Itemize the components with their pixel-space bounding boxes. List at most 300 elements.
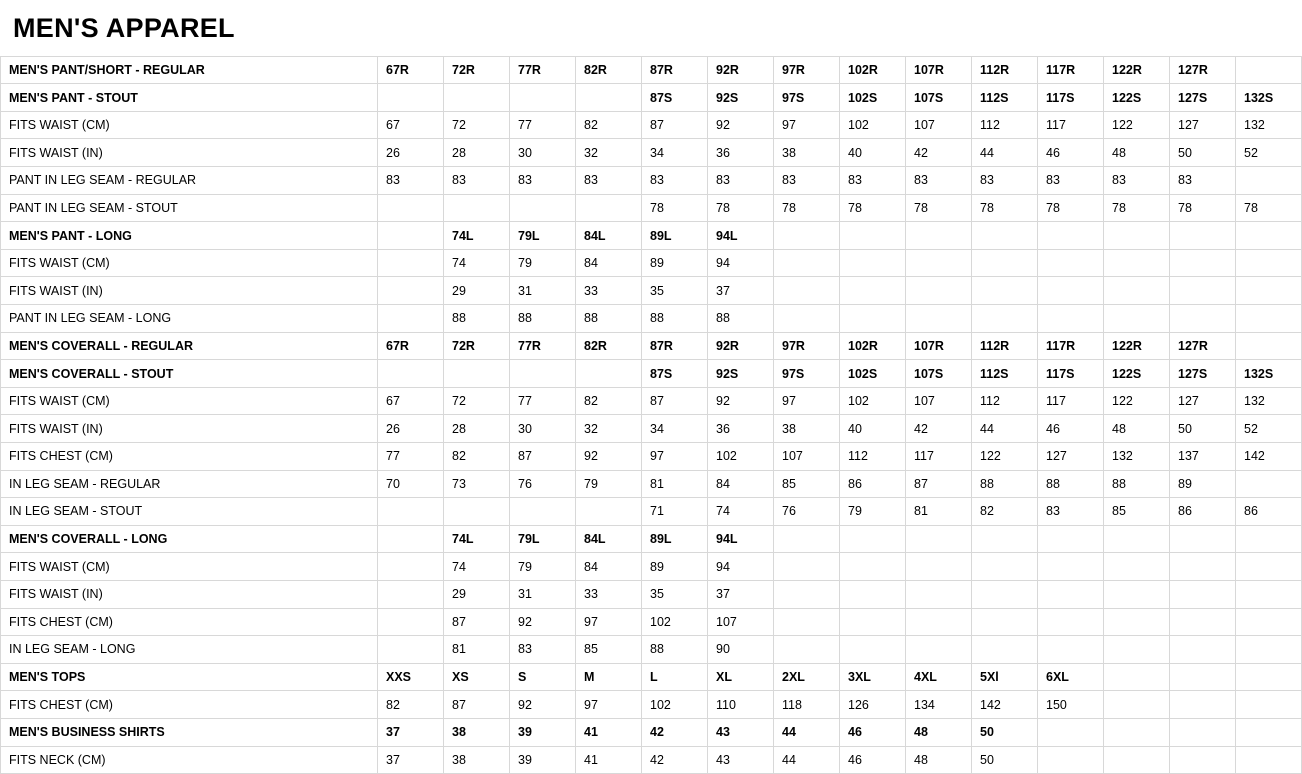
row-value: 122 bbox=[972, 443, 1038, 471]
row-value: 83 bbox=[972, 167, 1038, 195]
row-value bbox=[1170, 222, 1236, 250]
row-value: 97S bbox=[774, 360, 840, 388]
row-value: 107 bbox=[906, 387, 972, 415]
row-label: PANT IN LEG SEAM - LONG bbox=[1, 305, 378, 333]
row-value bbox=[378, 636, 444, 664]
row-value: 92 bbox=[510, 608, 576, 636]
table-row bbox=[1, 746, 1302, 774]
row-value: 142 bbox=[972, 691, 1038, 719]
row-value bbox=[510, 194, 576, 222]
row-value: 83 bbox=[510, 636, 576, 664]
table-row bbox=[1, 525, 1302, 553]
row-value bbox=[840, 525, 906, 553]
row-value bbox=[1104, 277, 1170, 305]
row-value: 77R bbox=[510, 56, 576, 84]
row-value: 33 bbox=[576, 580, 642, 608]
row-label: FITS WAIST (CM) bbox=[1, 249, 378, 277]
row-value: 127 bbox=[1170, 111, 1236, 139]
row-value: M bbox=[576, 663, 642, 691]
row-value: 38 bbox=[774, 139, 840, 167]
row-value: 83 bbox=[642, 167, 708, 195]
row-value bbox=[906, 277, 972, 305]
row-value bbox=[840, 553, 906, 581]
row-value bbox=[972, 580, 1038, 608]
row-value: 102R bbox=[840, 332, 906, 360]
row-value: 37 bbox=[708, 580, 774, 608]
size-chart-table bbox=[0, 56, 1302, 774]
row-value bbox=[1038, 305, 1104, 333]
row-value: 86 bbox=[840, 470, 906, 498]
row-value: 48 bbox=[906, 718, 972, 746]
row-value: 43 bbox=[708, 718, 774, 746]
row-value bbox=[1236, 746, 1302, 774]
table-row bbox=[1, 167, 1302, 195]
row-value: 112S bbox=[972, 360, 1038, 388]
row-value: 78 bbox=[1236, 194, 1302, 222]
row-label: FITS WAIST (CM) bbox=[1, 111, 378, 139]
row-value: 78 bbox=[1170, 194, 1236, 222]
row-value bbox=[774, 580, 840, 608]
row-value bbox=[378, 194, 444, 222]
row-value: 29 bbox=[444, 277, 510, 305]
row-value: 90 bbox=[708, 636, 774, 664]
row-value bbox=[1170, 663, 1236, 691]
row-value: 76 bbox=[510, 470, 576, 498]
row-value: 117 bbox=[1038, 387, 1104, 415]
row-value: 34 bbox=[642, 139, 708, 167]
table-row bbox=[1, 691, 1302, 719]
row-value: 89L bbox=[642, 222, 708, 250]
row-value bbox=[1236, 249, 1302, 277]
row-value bbox=[1104, 636, 1170, 664]
row-value: 107R bbox=[906, 332, 972, 360]
row-value: 88 bbox=[642, 305, 708, 333]
row-value bbox=[972, 525, 1038, 553]
row-value: 107 bbox=[708, 608, 774, 636]
row-value: 32 bbox=[576, 415, 642, 443]
row-value bbox=[774, 305, 840, 333]
row-value: 84 bbox=[708, 470, 774, 498]
row-value bbox=[378, 608, 444, 636]
row-value: 78 bbox=[906, 194, 972, 222]
row-value: 44 bbox=[972, 139, 1038, 167]
row-value: 77R bbox=[510, 332, 576, 360]
row-value bbox=[378, 553, 444, 581]
table-row bbox=[1, 580, 1302, 608]
row-value: XS bbox=[444, 663, 510, 691]
row-value: 132 bbox=[1104, 443, 1170, 471]
row-value: 6XL bbox=[1038, 663, 1104, 691]
row-value: 132S bbox=[1236, 84, 1302, 112]
row-value bbox=[1236, 305, 1302, 333]
row-value: 150 bbox=[1038, 691, 1104, 719]
row-value: 132 bbox=[1236, 111, 1302, 139]
row-value: 102 bbox=[642, 691, 708, 719]
row-value: 82 bbox=[378, 691, 444, 719]
row-value bbox=[1038, 580, 1104, 608]
row-value bbox=[378, 305, 444, 333]
row-label: IN LEG SEAM - REGULAR bbox=[1, 470, 378, 498]
table-row bbox=[1, 387, 1302, 415]
row-value bbox=[840, 608, 906, 636]
row-value: 81 bbox=[642, 470, 708, 498]
row-value: 97R bbox=[774, 332, 840, 360]
row-value bbox=[1236, 663, 1302, 691]
row-value: 127R bbox=[1170, 332, 1236, 360]
row-value: 35 bbox=[642, 277, 708, 305]
table-row bbox=[1, 553, 1302, 581]
row-value: 38 bbox=[444, 746, 510, 774]
row-value: 83 bbox=[444, 167, 510, 195]
row-value: 2XL bbox=[774, 663, 840, 691]
row-value bbox=[1236, 553, 1302, 581]
row-value: 50 bbox=[1170, 415, 1236, 443]
row-value bbox=[906, 580, 972, 608]
row-value: 34 bbox=[642, 415, 708, 443]
row-value: 79 bbox=[510, 249, 576, 277]
row-value: 4XL bbox=[906, 663, 972, 691]
row-value bbox=[1038, 746, 1104, 774]
row-value: 36 bbox=[708, 415, 774, 443]
row-value: 88 bbox=[708, 305, 774, 333]
row-value: 117S bbox=[1038, 84, 1104, 112]
row-value: 72R bbox=[444, 332, 510, 360]
row-value bbox=[1170, 718, 1236, 746]
row-value: 78 bbox=[642, 194, 708, 222]
row-value: 88 bbox=[642, 636, 708, 664]
row-value bbox=[378, 222, 444, 250]
row-value bbox=[972, 277, 1038, 305]
row-value bbox=[444, 360, 510, 388]
row-value bbox=[510, 360, 576, 388]
row-value bbox=[1104, 580, 1170, 608]
row-value: 82 bbox=[576, 387, 642, 415]
row-value bbox=[972, 636, 1038, 664]
row-value: 102 bbox=[708, 443, 774, 471]
table-row bbox=[1, 111, 1302, 139]
row-value: 117S bbox=[1038, 360, 1104, 388]
row-value: 30 bbox=[510, 139, 576, 167]
table-row bbox=[1, 56, 1302, 84]
row-value bbox=[1170, 636, 1236, 664]
row-value bbox=[774, 222, 840, 250]
row-value: 86 bbox=[1170, 498, 1236, 526]
row-label: FITS WAIST (CM) bbox=[1, 387, 378, 415]
row-value bbox=[1038, 277, 1104, 305]
row-value bbox=[444, 498, 510, 526]
row-value bbox=[840, 277, 906, 305]
table-row bbox=[1, 498, 1302, 526]
row-value: 67 bbox=[378, 387, 444, 415]
row-value: 81 bbox=[444, 636, 510, 664]
row-value: 44 bbox=[774, 718, 840, 746]
row-value bbox=[1170, 249, 1236, 277]
row-value bbox=[774, 636, 840, 664]
table-row bbox=[1, 305, 1302, 333]
row-value bbox=[840, 305, 906, 333]
row-value bbox=[774, 249, 840, 277]
row-value: 102S bbox=[840, 360, 906, 388]
row-value: 112 bbox=[972, 111, 1038, 139]
row-value: 37 bbox=[708, 277, 774, 305]
row-value: 79L bbox=[510, 525, 576, 553]
row-value bbox=[972, 553, 1038, 581]
row-value: 83 bbox=[1170, 167, 1236, 195]
row-value: 107R bbox=[906, 56, 972, 84]
row-value: 87 bbox=[642, 387, 708, 415]
row-value: 88 bbox=[972, 470, 1038, 498]
table-row bbox=[1, 663, 1302, 691]
row-value: 87 bbox=[510, 443, 576, 471]
row-value: 46 bbox=[840, 718, 906, 746]
row-value: 83 bbox=[840, 167, 906, 195]
row-value bbox=[1104, 608, 1170, 636]
row-value: 38 bbox=[444, 718, 510, 746]
row-value: 74L bbox=[444, 222, 510, 250]
row-label: FITS WAIST (IN) bbox=[1, 277, 378, 305]
row-value: 26 bbox=[378, 415, 444, 443]
row-value: 5Xl bbox=[972, 663, 1038, 691]
table-row bbox=[1, 608, 1302, 636]
row-value: 122R bbox=[1104, 56, 1170, 84]
row-value: 117R bbox=[1038, 56, 1104, 84]
row-value: 107S bbox=[906, 84, 972, 112]
table-row bbox=[1, 84, 1302, 112]
row-value: 94 bbox=[708, 249, 774, 277]
row-value bbox=[1038, 553, 1104, 581]
row-value: 30 bbox=[510, 415, 576, 443]
row-value bbox=[378, 84, 444, 112]
row-value: 35 bbox=[642, 580, 708, 608]
row-value: 83 bbox=[378, 167, 444, 195]
row-value: 85 bbox=[576, 636, 642, 664]
row-value bbox=[378, 525, 444, 553]
row-value: 26 bbox=[378, 139, 444, 167]
row-label: PANT IN LEG SEAM - REGULAR bbox=[1, 167, 378, 195]
row-value: 89 bbox=[642, 553, 708, 581]
row-value: 50 bbox=[972, 746, 1038, 774]
row-value: 77 bbox=[510, 111, 576, 139]
row-label: FITS WAIST (IN) bbox=[1, 580, 378, 608]
row-value bbox=[1236, 636, 1302, 664]
row-value: 88 bbox=[1104, 470, 1170, 498]
row-value: 110 bbox=[708, 691, 774, 719]
row-value bbox=[906, 636, 972, 664]
row-value: 102 bbox=[840, 387, 906, 415]
row-value: 88 bbox=[444, 305, 510, 333]
row-value bbox=[576, 194, 642, 222]
row-value: 97 bbox=[774, 387, 840, 415]
size-chart-body bbox=[1, 56, 1302, 773]
table-row bbox=[1, 360, 1302, 388]
row-value: 88 bbox=[510, 305, 576, 333]
row-value: 3XL bbox=[840, 663, 906, 691]
row-value: 83 bbox=[708, 167, 774, 195]
row-value: 118 bbox=[774, 691, 840, 719]
row-value: 84 bbox=[576, 249, 642, 277]
row-value: 92S bbox=[708, 84, 774, 112]
row-value: 102R bbox=[840, 56, 906, 84]
row-value: 73 bbox=[444, 470, 510, 498]
row-value: 127 bbox=[1038, 443, 1104, 471]
row-value bbox=[1236, 718, 1302, 746]
row-value bbox=[1236, 56, 1302, 84]
row-value: 70 bbox=[378, 470, 444, 498]
row-value: 41 bbox=[576, 718, 642, 746]
row-label: FITS CHEST (CM) bbox=[1, 443, 378, 471]
row-label: PANT IN LEG SEAM - STOUT bbox=[1, 194, 378, 222]
row-value: 78 bbox=[1038, 194, 1104, 222]
row-value bbox=[906, 222, 972, 250]
row-value: 97 bbox=[576, 608, 642, 636]
row-value: 82 bbox=[576, 111, 642, 139]
table-row bbox=[1, 718, 1302, 746]
row-label: IN LEG SEAM - STOUT bbox=[1, 498, 378, 526]
row-value: 83 bbox=[1038, 498, 1104, 526]
table-row bbox=[1, 222, 1302, 250]
row-value: 83 bbox=[510, 167, 576, 195]
row-value: 112S bbox=[972, 84, 1038, 112]
row-value: 39 bbox=[510, 746, 576, 774]
row-value bbox=[1104, 305, 1170, 333]
row-value: 92 bbox=[708, 387, 774, 415]
row-value: 107S bbox=[906, 360, 972, 388]
row-value: 67 bbox=[378, 111, 444, 139]
row-value bbox=[378, 580, 444, 608]
row-value bbox=[1170, 525, 1236, 553]
row-value bbox=[1236, 608, 1302, 636]
row-value: 97 bbox=[774, 111, 840, 139]
row-value: 37 bbox=[378, 746, 444, 774]
row-value bbox=[972, 608, 1038, 636]
row-value: 83 bbox=[906, 167, 972, 195]
row-value: 88 bbox=[1038, 470, 1104, 498]
row-value bbox=[1236, 167, 1302, 195]
row-value bbox=[774, 525, 840, 553]
row-value: 127R bbox=[1170, 56, 1236, 84]
row-value: 112 bbox=[840, 443, 906, 471]
row-value: 29 bbox=[444, 580, 510, 608]
row-value bbox=[972, 249, 1038, 277]
row-value: 94L bbox=[708, 525, 774, 553]
row-value bbox=[1104, 746, 1170, 774]
row-value: 33 bbox=[576, 277, 642, 305]
row-value bbox=[1170, 305, 1236, 333]
row-label: FITS WAIST (IN) bbox=[1, 415, 378, 443]
row-value bbox=[1236, 277, 1302, 305]
row-value bbox=[1170, 553, 1236, 581]
row-value: 37 bbox=[378, 718, 444, 746]
row-value: 40 bbox=[840, 139, 906, 167]
row-label: FITS NECK (CM) bbox=[1, 746, 378, 774]
row-value: 74L bbox=[444, 525, 510, 553]
row-value bbox=[840, 222, 906, 250]
row-value: 39 bbox=[510, 718, 576, 746]
row-value bbox=[378, 277, 444, 305]
row-value: 102 bbox=[642, 608, 708, 636]
row-value: 76 bbox=[774, 498, 840, 526]
row-value: XXS bbox=[378, 663, 444, 691]
row-value bbox=[906, 249, 972, 277]
row-value: 122 bbox=[1104, 387, 1170, 415]
row-value: 28 bbox=[444, 415, 510, 443]
row-value bbox=[774, 553, 840, 581]
row-value: 72 bbox=[444, 111, 510, 139]
table-row bbox=[1, 415, 1302, 443]
row-value: L bbox=[642, 663, 708, 691]
row-value: 84L bbox=[576, 222, 642, 250]
table-row bbox=[1, 332, 1302, 360]
row-value: 77 bbox=[510, 387, 576, 415]
row-value: 42 bbox=[906, 415, 972, 443]
row-value: 94 bbox=[708, 553, 774, 581]
row-value: 86 bbox=[1236, 498, 1302, 526]
row-value: 97 bbox=[576, 691, 642, 719]
row-value: 85 bbox=[774, 470, 840, 498]
row-value bbox=[1104, 718, 1170, 746]
row-value: 83 bbox=[1038, 167, 1104, 195]
row-value bbox=[1170, 580, 1236, 608]
row-value bbox=[1104, 553, 1170, 581]
row-value bbox=[1170, 608, 1236, 636]
row-value: 82R bbox=[576, 56, 642, 84]
row-value: 87 bbox=[444, 608, 510, 636]
row-value bbox=[1236, 470, 1302, 498]
row-value: 38 bbox=[774, 415, 840, 443]
row-value: 87 bbox=[444, 691, 510, 719]
row-value bbox=[576, 360, 642, 388]
row-value: 122S bbox=[1104, 360, 1170, 388]
row-value bbox=[906, 525, 972, 553]
table-row bbox=[1, 139, 1302, 167]
row-value: 44 bbox=[774, 746, 840, 774]
row-value: 36 bbox=[708, 139, 774, 167]
row-value: 84L bbox=[576, 525, 642, 553]
row-value: 78 bbox=[840, 194, 906, 222]
page-title: MEN'S APPAREL bbox=[13, 13, 235, 43]
row-value: 117 bbox=[1038, 111, 1104, 139]
row-value: 87S bbox=[642, 360, 708, 388]
row-value: 82 bbox=[444, 443, 510, 471]
row-value bbox=[972, 305, 1038, 333]
row-value: 74 bbox=[444, 249, 510, 277]
row-value: S bbox=[510, 663, 576, 691]
row-value: 85 bbox=[1104, 498, 1170, 526]
row-value: 112 bbox=[972, 387, 1038, 415]
row-value: 48 bbox=[1104, 139, 1170, 167]
row-label: MEN'S PANT - LONG bbox=[1, 222, 378, 250]
table-row bbox=[1, 443, 1302, 471]
row-value: 72R bbox=[444, 56, 510, 84]
row-label: MEN'S BUSINESS SHIRTS bbox=[1, 718, 378, 746]
row-value: XL bbox=[708, 663, 774, 691]
row-value: 46 bbox=[840, 746, 906, 774]
row-value bbox=[1038, 249, 1104, 277]
row-value: 92 bbox=[708, 111, 774, 139]
row-value: 79 bbox=[510, 553, 576, 581]
row-value: 107 bbox=[906, 111, 972, 139]
row-value: 31 bbox=[510, 277, 576, 305]
row-value: 31 bbox=[510, 580, 576, 608]
row-value: 102S bbox=[840, 84, 906, 112]
row-value: 88 bbox=[576, 305, 642, 333]
row-value bbox=[774, 608, 840, 636]
row-value bbox=[1236, 691, 1302, 719]
row-value: 83 bbox=[774, 167, 840, 195]
row-label: FITS CHEST (CM) bbox=[1, 608, 378, 636]
row-value: 132S bbox=[1236, 360, 1302, 388]
row-value: 79L bbox=[510, 222, 576, 250]
